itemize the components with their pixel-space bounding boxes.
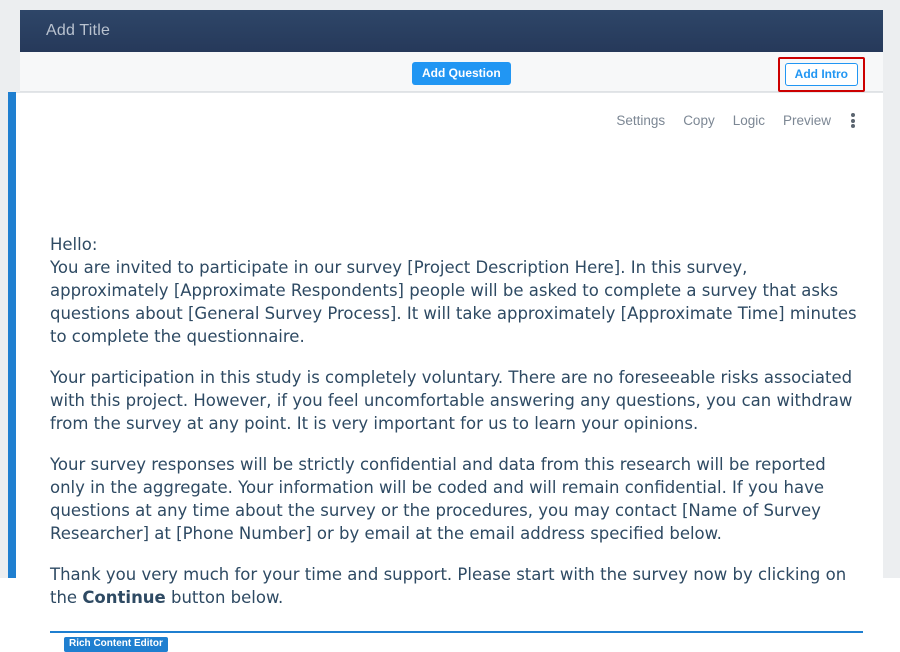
intro-paragraph-1: You are invited to participate in our survey [Project Description Here]. In this survey, approximately [Approximate Respondents] people will be asked to complete a survey that asks questions about [General Survey Process]. It will take approximately [Approximate Time] minutes to complete the questionnaire. bbox=[50, 258, 857, 346]
window-frame-right bbox=[883, 0, 900, 578]
title-bar bbox=[20, 10, 883, 52]
page-title[interactable]: Add Title bbox=[46, 22, 111, 39]
rich-content-editor-badge: Rich Content Editor bbox=[64, 637, 168, 652]
kebab-menu-icon[interactable] bbox=[851, 113, 855, 128]
intro-paragraph-3: Your survey responses will be strictly confidential and data from this research will be reported only in the aggregate. Your information will be coded and will remain confidential. If you have questions at any time about the survey or the procedures, you may contact [Name of Survey Researcher] at [Phone Number] or by email at the email address specified below. bbox=[50, 455, 826, 543]
card-action-bar bbox=[616, 113, 855, 128]
copy-action[interactable]: Copy bbox=[683, 113, 715, 128]
add-question-button[interactable]: Add Question bbox=[412, 62, 511, 85]
editor-divider bbox=[50, 631, 863, 633]
window-frame-top bbox=[0, 0, 900, 10]
intro-greeting: Hello: bbox=[50, 235, 98, 254]
continue-keyword: Continue bbox=[82, 588, 166, 607]
intro-paragraph-4 bbox=[50, 563, 862, 609]
editor-toolbar bbox=[20, 52, 883, 92]
left-accent-bar bbox=[8, 92, 16, 578]
add-intro-button[interactable]: Add Intro bbox=[785, 63, 858, 86]
intro-paragraph-4-before: Thank you very much for your time and support. Please start with the survey now by clicking on the bbox=[50, 565, 847, 607]
intro-block-card bbox=[16, 92, 883, 649]
intro-paragraph-4-after: button below. bbox=[165, 588, 284, 607]
logic-action[interactable]: Logic bbox=[732, 113, 765, 128]
preview-action[interactable]: Preview bbox=[782, 113, 831, 128]
settings-action[interactable]: Settings bbox=[616, 113, 666, 128]
intro-paragraph-2: Your participation in this study is completely voluntary. There are no foreseeable risks associated with this project. However, if you feel uncomfortable answering any questions, you can withdraw from the survey at any point. It is very important for us to learn your opinions. bbox=[50, 368, 853, 433]
add-intro-highlight bbox=[778, 57, 865, 92]
intro-body-text[interactable] bbox=[50, 233, 862, 627]
